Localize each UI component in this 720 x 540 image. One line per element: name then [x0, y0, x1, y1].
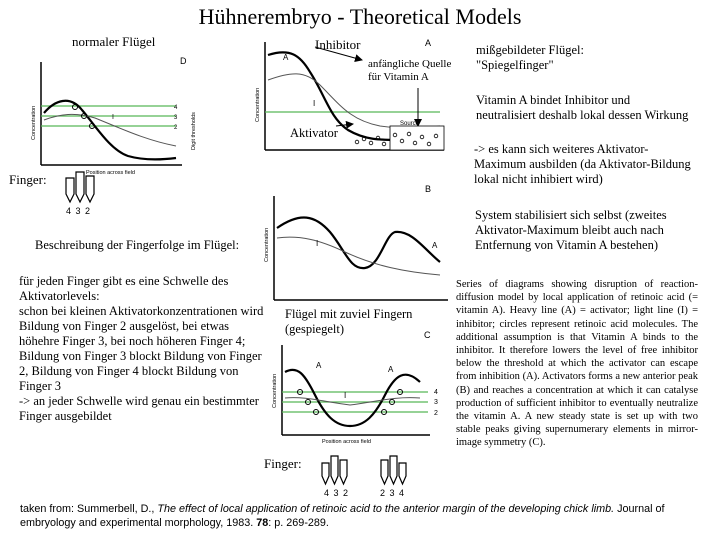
- too-many-fingers-label: Flügel mit zuviel Fingern (gespiegelt): [285, 307, 413, 336]
- panel-a: [255, 38, 444, 150]
- d-marker-1: [73, 105, 78, 110]
- a-source-label: Source: [400, 121, 420, 127]
- finger-icon-left: [66, 172, 94, 202]
- a-y-axis-label: Concentration: [255, 87, 261, 122]
- b-y-axis-label: Concentration: [264, 227, 270, 262]
- c-curve-a-label-left: A: [316, 361, 322, 370]
- digit-numbers-left: 4 3 2: [66, 206, 92, 216]
- normal-wing-label: normaler Flügel: [72, 34, 156, 49]
- finger-icon-bottom-left: [322, 456, 347, 484]
- d-inhibitor-curve: [44, 114, 176, 146]
- d-t4: 4: [174, 105, 178, 111]
- panel-c-letter: C: [424, 330, 431, 340]
- d-threshold-axis-label: Digit thresholds: [191, 112, 197, 150]
- c-x-axis-label: Position across field: [322, 439, 371, 445]
- panel-c: [272, 330, 438, 445]
- c-curve-a-label-right: A: [388, 365, 394, 374]
- finger-icon-bottom-right: [381, 456, 406, 484]
- panel-normal-wing: [31, 56, 197, 176]
- c-t2: 2: [434, 410, 438, 417]
- citation-article-title: The effect of local application of retinoic acid to the anterior margin of the developing chick limb.: [157, 503, 615, 515]
- panel-b: [264, 184, 448, 300]
- panel-b-letter: B: [425, 184, 432, 194]
- second-maximum-text: -> es kann sich weiteres Aktivator- Maximum ausbilden (da Aktivator-Bildung lokal nicht inhibiert wird): [474, 142, 691, 186]
- d-y-axis-label: Concentration: [31, 105, 37, 140]
- citation-prefix: taken from: Summerbell, D.,: [20, 503, 158, 515]
- finger-label-left: Finger:: [9, 172, 47, 187]
- initial-source-label: anfängliche Quelle für Vitamin A: [368, 58, 452, 83]
- b-curve-i-label: I: [316, 239, 319, 248]
- c-t4: 4: [434, 389, 438, 396]
- vitamin-a-explanation: Vitamin A bindet Inhibitor und neutralisiert deshalb lokal dessen Wirkung: [476, 93, 689, 122]
- inhibitor-label: Inhibitor: [315, 37, 361, 52]
- citation-pages: : p. 269-289.: [268, 517, 329, 529]
- b-curve-a-label: A: [432, 241, 438, 250]
- b-inhibitor-curve: [277, 237, 440, 275]
- citation-volume: 78: [256, 517, 269, 529]
- system-stable-text: System stabilisiert sich selbst (zweites Aktivator-Maximum bleibt auch nach Entfernung von Vitamin A bestehen): [475, 208, 667, 252]
- page-title: Hühnerembryo - Theoretical Models: [198, 4, 522, 29]
- a-activator-arrow: [336, 124, 353, 126]
- panel-a-letter: A: [425, 38, 432, 48]
- c-t3: 3: [434, 399, 438, 406]
- citation-journal: Journal of embryology and experimental morphology, 1983.: [20, 503, 665, 529]
- d-curve-i-label: I: [112, 114, 114, 121]
- c-curve-i-label: I: [344, 391, 347, 400]
- finger-sequence-text: für jeden Finger gibt es eine Schwelle des Aktivatorlevels: schon bei kleinen Aktivatorkonzentrationen wird Bildung von Finger 2 ausgelöst, bei etwas höhehre Finger 3, bei noch höheren Finger 4; Bildung von Finger 3 blockt Bildung von Finger 2, Bildung von Finger 4 blockt Bildung von Finger 3 -> an jeder Schwelle wird genau ein bestimmter Finger ausgebildet: [19, 274, 264, 423]
- d-activator-curve: [44, 101, 176, 160]
- d-x-axis-label: Position across field: [86, 170, 135, 176]
- finger-label-bottom: Finger:: [264, 456, 302, 471]
- b-activator-curve: [277, 217, 440, 268]
- a-curve-i-label: I: [313, 99, 316, 108]
- a-inhibitor-arrow: [315, 47, 362, 60]
- c-y-axis-label: Concentration: [272, 373, 278, 408]
- activator-label: Aktivator: [290, 126, 338, 140]
- misformed-wing-label: mißgebildeter Flügel: "Spiegelfinger": [476, 43, 584, 72]
- digit-numbers-bottom-left: 4 3 2: [324, 488, 350, 498]
- a-curve-a-label: A: [283, 53, 289, 62]
- digit-numbers-bottom-right: 2 3 4: [380, 488, 406, 498]
- d-t2: 2: [174, 125, 178, 131]
- panel-d-letter: D: [180, 56, 187, 66]
- finger-sequence-heading: Beschreibung der Fingerfolge im Flügel:: [35, 238, 240, 252]
- figure-caption: Series of diagrams showing disruption of reaction-diffusion model by local application of retinoic acid (= vitamin A). Heavy line (A) = activator; light line (I) = inhibitor; circles represent retinoic acid molecules. The additional assumption is that Vitamin A binds to the inhibitor. It therefore lowers the level of free inhibitor below the threshold at which the activator can escape from inhibition (A). Activators forms a new anterior peak (B) and reaches a concentration at which it can catalyse production of sufficient inhibitor to eventually neutralize the vitamin A. A new steady state is set up with two stable peaks giving supernumerary elements in mirror-image symmetry (C).: [456, 279, 698, 449]
- d-t3: 3: [174, 115, 178, 121]
